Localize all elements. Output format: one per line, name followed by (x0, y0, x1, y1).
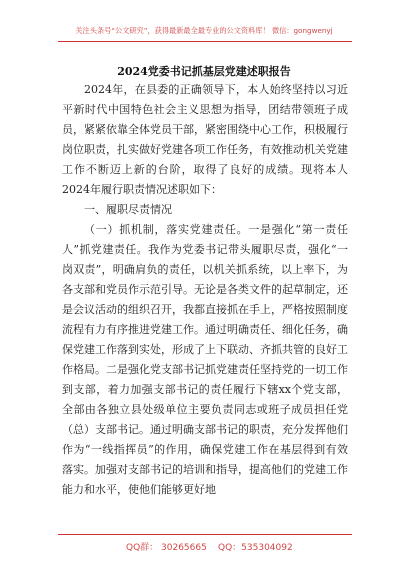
paragraph-mechanism: （一）抓机制，落实党建责任。一是强化“第一责任人”抓党建责任。我作为党委书记带头履职尽责，强化“一岗双责”，明确肩负的责任，以机关抓系统，以上率下，为各支部和党员作示范引导。无论是各类文件的起草制定，还是会议活动的组织召开，我都直接抓在手上，严格按照制度流程有力有序推进党建工作。通过明确责任、细化任务，确保党建工作落到实处，形成了上下联动、齐抓共管的良好工作格局。二是强化党支部书记抓党建责任坚持党的一切工作到支部，着力加强支部书记的责任履行下辖xx个党支部，全部由各独立县处级单位主要负责同志或班子成员担任党（总）支部书记。通过明确支部书记的职责，充分发挥他们作为“一线指挥员”的作用，确保党建工作在基层得到有效落实。加强对支部书记的培训和指导，提高他们的党建工作能力和水平，使他们能够更好地 (62, 223, 348, 496)
footer-divider (58, 534, 352, 535)
footer-qq-group: QQ群： 30265665 (126, 543, 207, 553)
header-notice: 关注头条号“公文研究”，获得最新最全最专业的公文资料库！ 微信：gongwenyj (75, 26, 333, 35)
paragraph-intro: 2024年，在县委的正确领导下，本人始终坚持以习近平新时代中国特色社会主义思想为指导，团结带领班子成员，紧紧依靠全体党员干部，紧密围绕中心工作，积极履行岗位职责，扎实做好党建各项工作任务，有效推动机关党建工作不断迈上新的台阶，取得了良好的成绩。现将本人2024年履行职责情况述职如下： (62, 83, 348, 196)
header-divider (58, 41, 352, 42)
section-heading: 一、履职尽责情况 (84, 203, 172, 216)
document-body (62, 80, 348, 500)
footer-qq-contact: QQ：535304092 (218, 543, 293, 553)
document-title: 2024党委书记抓基层党建述职报告 (117, 65, 291, 78)
